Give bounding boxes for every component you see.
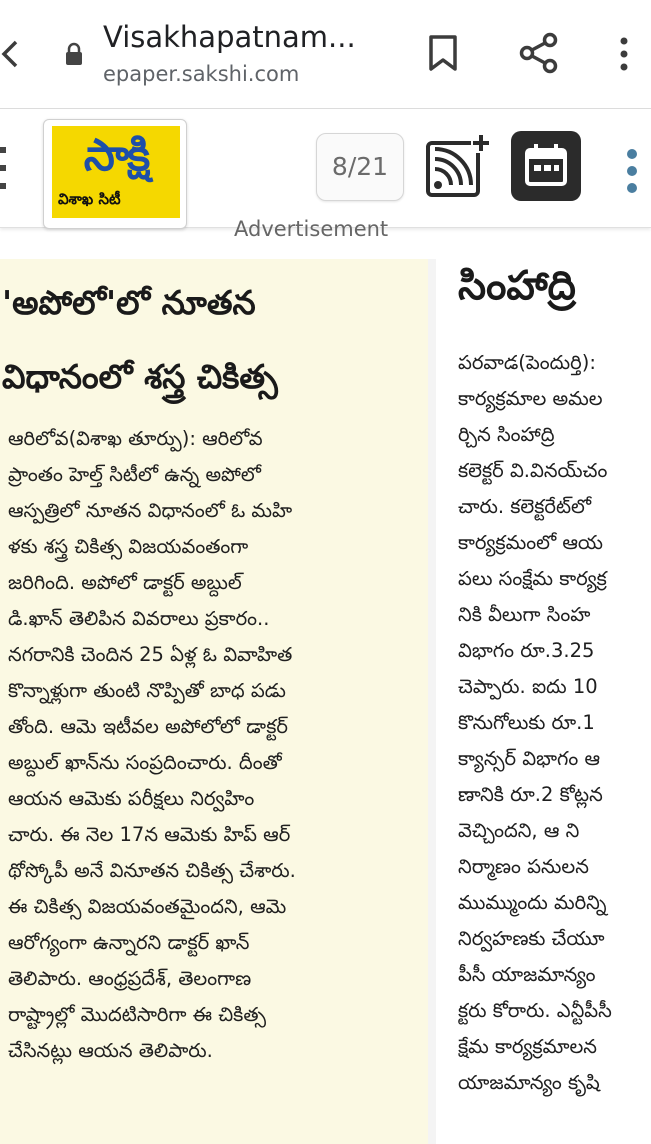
article-simhadri[interactable] (436, 259, 651, 1144)
article-text-line: ప్రాంతం హెల్త్ సిటీలో ఉన్న అపోలో (8, 463, 261, 486)
article-text-line: ముమ్ముందు మరిన్ని (458, 891, 607, 914)
article-text-line: క్షేమ కార్యక్రమాలన (458, 1035, 597, 1058)
logo-badge (52, 126, 180, 218)
article-text-line: ణానికి రూ.2 కోట్లన (458, 783, 603, 806)
article-text-line: పరవాడ(పెందుర్తి): (458, 351, 596, 374)
article-text-line: పీసీ యాజమాన్యం (458, 963, 596, 986)
article-text-line: రాష్ట్రాల్లో మొదటిసారిగా ఈ చికిత్స (8, 1003, 267, 1026)
more-vert-icon[interactable] (614, 34, 634, 74)
column-divider (428, 259, 436, 1144)
article-text-line: నికి వీలుగా సింహ (458, 603, 591, 626)
article-text-line: తెలిపారు. ఆంధ్రప్రదేశ్, తెలంగాణ (8, 967, 252, 990)
sakshi-logo[interactable] (43, 119, 187, 229)
article-text-line: నగరానికి చెందిన 25 ఏళ్ల ఓ వివాహిత (8, 643, 293, 666)
article-text-line: పలు సంక్షేమ కార్యక్ర (458, 567, 607, 590)
article-text-line: తోంది. ఆమె ఇటీవల అపోలోలో డాక్టర్ (8, 715, 288, 738)
menu-icon[interactable] (0, 147, 10, 195)
article-text-line: ర్చిన సింహాద్రి (458, 423, 555, 446)
article-text-line: క్యాన్సర్ విభాగం ఆ (458, 747, 601, 770)
page-indicator[interactable]: 8/21 (316, 133, 404, 201)
article-apollo[interactable] (0, 259, 428, 1144)
calendar-icon (511, 131, 581, 201)
article-text-line: చెప్పారు. ఐదు 10 (458, 675, 598, 698)
article-text-line: కొనుగోలుకు రూ.1 (458, 711, 595, 734)
page-url[interactable]: epaper.sakshi.com (103, 62, 300, 86)
page-title: Visakhapatnam... (103, 20, 356, 54)
article-text-line: నిర్మాణం పనులన (458, 855, 589, 878)
logo-text: సాక్షి (83, 130, 149, 181)
article-text-line: ళకు శస్త్ర చికిత్స విజయవంతంగా (8, 535, 249, 558)
article-text-line: కార్యక్రమాల అమల (458, 387, 603, 410)
article-text-line: ఈ చికిత్స విజయవంతమైందని, ఆమె (8, 895, 287, 918)
add-feed-icon[interactable] (425, 133, 491, 199)
article-text-line: ఆస్పత్రిలో నూతన విధానంలో ఓ మహి (8, 499, 293, 522)
article-text-line: ఆరోగ్యంగా ఉన్నారని డాక్టర్ ఖాన్ (8, 931, 250, 954)
back-arrow-icon[interactable] (0, 34, 22, 74)
article-text-line: చారు. కలెక్టరేట్‌లో (458, 495, 592, 518)
article-headline-line-2: విధానంలో శస్త్ర చికిత్స (2, 357, 278, 396)
article-text-line: యాజమాన్యం కృషి (458, 1071, 600, 1094)
article-text-line: వెచ్చిందని, ఆ ని (458, 819, 580, 842)
logo-edition: విశాఖ సిటీ (58, 190, 121, 208)
article-headline: సింహాద్రి (458, 263, 576, 309)
article-text-line: చేసినట్లు ఆయన తెలిపారు. (8, 1039, 213, 1062)
advertisement-label: Advertisement (234, 217, 389, 241)
epaper-toolbar (0, 109, 651, 228)
article-text-line: డి.ఖాన్ తెలిపిన వివరాలు ప్రకారం.. (8, 607, 270, 630)
article-text-line: విభాగం రూ.3.25 (458, 639, 595, 662)
bookmark-icon[interactable] (426, 33, 460, 73)
article-text-line: కలెక్టర్ వి.వినయ్‌చం (458, 459, 608, 482)
calendar-button[interactable] (511, 131, 581, 201)
article-text-line: ఆయన ఆమెకు పరీక్షలు నిర్వహిం (8, 787, 255, 810)
browser-toolbar (0, 0, 651, 109)
article-headline-line-1: 'అపోలో'లో నూతన (2, 283, 256, 322)
article-text-line: ఆరిలోవ(విశాఖ తూర్పు): ఆరిలోవ (8, 427, 263, 450)
share-icon[interactable] (518, 32, 560, 74)
article-text-line: థోస్కోపీ అనే వినూతన చికిత్స చేశారు. (8, 859, 296, 882)
article-text-line: కొన్నాళ్లుగా తుంటి నొప్పితో బాధ పడు (8, 679, 286, 702)
article-text-line: నిర్వహణకు చేయూ (458, 927, 605, 950)
article-text-line: క్టరు కోరారు. ఎన్టీపీసీ (458, 999, 612, 1022)
article-text-line: జరిగింది. అపోలో డాక్టర్ అబ్దుల్ (8, 571, 242, 594)
lock-icon (64, 42, 84, 66)
article-text-line: చారు. ఈ నెల 17న ఆమెకు హిప్ ఆర్ (8, 823, 291, 846)
article-text-line: అబ్దుల్ ఖాన్‌ను సంప్రదించారు. దీంతో (8, 751, 282, 774)
options-icon[interactable] (627, 149, 639, 199)
article-text-line: కార్యక్రమంలో ఆయ (458, 531, 603, 554)
